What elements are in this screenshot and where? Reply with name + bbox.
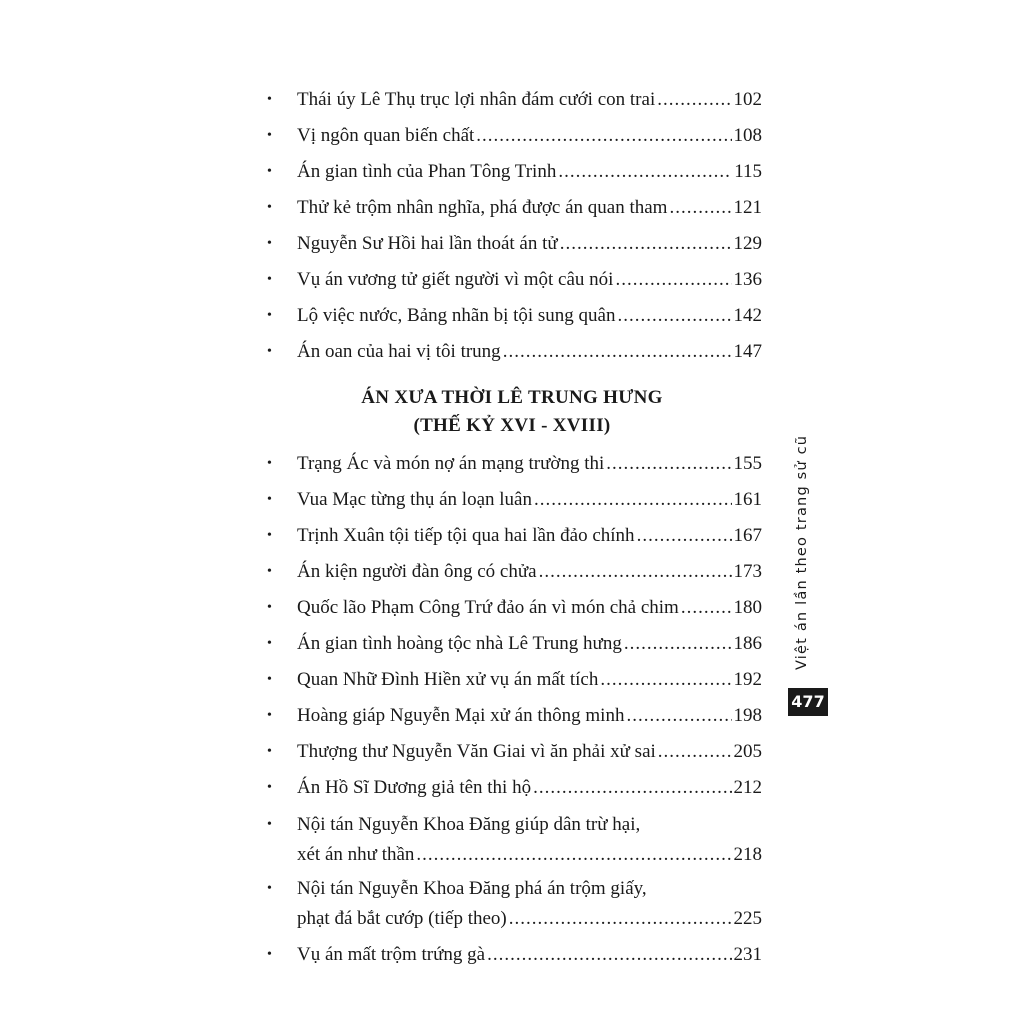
bullet: • <box>267 600 272 615</box>
toc-entry-page: 173 <box>733 561 762 582</box>
toc-entry <box>262 482 762 518</box>
toc-entry-title: Thái úy Lê Thụ trục lợi nhân đám cưới con trai <box>297 89 656 110</box>
toc-entry-page: 108 <box>733 125 762 146</box>
dot-leader <box>558 154 732 190</box>
toc-entry-page: 198 <box>733 705 762 726</box>
dot-leader <box>681 590 732 626</box>
toc-entry <box>262 190 762 226</box>
toc-entry <box>262 226 762 262</box>
toc-entry-page: 218 <box>733 844 762 865</box>
toc-entry-title: Án oan của hai vị tôi trung <box>297 341 501 362</box>
toc-entry-page: 192 <box>733 669 762 690</box>
bullet: • <box>267 708 272 723</box>
bullet: • <box>267 236 272 251</box>
toc-entry <box>262 334 762 370</box>
toc-entry <box>262 810 762 870</box>
table-of-contents <box>262 82 762 973</box>
toc-entry-title-line1: Nội tán Nguyễn Khoa Đăng giúp dân trừ hại, <box>297 814 641 835</box>
toc-entry <box>262 154 762 190</box>
toc-entry <box>262 590 762 626</box>
toc-entry <box>262 874 762 934</box>
toc-entry <box>262 698 762 734</box>
toc-entry-title-line2: phạt đá bắt cướp (tiếp theo) <box>297 908 507 929</box>
toc-entry-title: Án gian tình của Phan Tông Trinh <box>297 161 557 182</box>
bullet: • <box>267 92 272 107</box>
toc-entry <box>262 662 762 698</box>
bullet: • <box>267 200 272 215</box>
dot-leader <box>476 118 731 154</box>
toc-entry-title-line1: Nội tán Nguyễn Khoa Đăng phá án trộm giấy, <box>297 878 647 899</box>
toc-entry-title: Lộ việc nước, Bảng nhãn bị tội sung quân <box>297 305 616 326</box>
toc-entry-title: Trạng Ác và món nợ án mạng trường thi <box>297 453 605 474</box>
toc-entry-page: 161 <box>733 489 762 510</box>
bullet: • <box>267 672 272 687</box>
toc-entry-title: Án Hồ Sĩ Dương giả tên thi hộ <box>297 777 532 798</box>
bullet: • <box>267 744 272 759</box>
page-number-badge: 477 <box>788 688 828 716</box>
toc-entry <box>262 298 762 334</box>
bullet: • <box>267 308 272 323</box>
toc-entry-page: 155 <box>733 453 762 474</box>
book-title-vertical: Việt án lần theo trang sử cũ <box>794 434 810 670</box>
toc-entry-title: Quan Nhữ Đình Hiền xử vụ án mất tích <box>297 669 599 690</box>
toc-entry-title-line2: xét án như thần <box>297 844 415 865</box>
toc-entry-page: 180 <box>733 597 762 618</box>
toc-entry-page: 102 <box>733 89 762 110</box>
toc-entry <box>262 262 762 298</box>
toc-entry-title: Vụ án mất trộm trứng gà <box>297 944 486 965</box>
toc-entry-page: 167 <box>733 525 762 546</box>
toc-entry <box>262 626 762 662</box>
toc-entry-page: 121 <box>733 197 762 218</box>
bullet: • <box>267 344 272 359</box>
bullet: • <box>267 881 272 896</box>
bullet: • <box>267 636 272 651</box>
dot-leader <box>560 226 732 262</box>
toc-entry-page: 147 <box>733 341 762 362</box>
bullet: • <box>267 492 272 507</box>
dot-leader <box>606 446 731 482</box>
toc-entry-title: Quốc lão Phạm Công Trứ đảo án vì món chả chim <box>297 597 679 618</box>
bullet: • <box>267 817 272 832</box>
toc-entry-title: Án kiện người đàn ông có chửa <box>297 561 537 582</box>
bullet: • <box>267 164 272 179</box>
toc-entry-title: Trịnh Xuân tội tiếp tội qua hai lần đảo chính <box>297 525 635 546</box>
dot-leader <box>626 698 731 734</box>
toc-entry-title: Thử kẻ trộm nhân nghĩa, phá được án quan tham <box>297 197 668 218</box>
dot-leader <box>669 190 731 226</box>
toc-entry-title: Nguyễn Sư Hồi hai lần thoát án tử <box>297 233 558 254</box>
dot-leader <box>637 518 732 554</box>
bullet: • <box>267 456 272 471</box>
toc-entry-title: Vị ngôn quan biến chất <box>297 125 475 146</box>
section-heading-line2: (THẾ KỶ XVI - XVIII) <box>413 415 611 436</box>
toc-entry-page: 186 <box>733 633 762 654</box>
bullet: • <box>267 947 272 962</box>
toc-entry-page: 205 <box>733 741 762 762</box>
dot-leader <box>503 334 732 370</box>
dot-leader <box>624 626 732 662</box>
toc-entry <box>262 937 762 973</box>
toc-entry-page: 136 <box>733 269 762 290</box>
toc-entry-title: Vua Mạc từng thụ án loạn luân <box>297 489 532 510</box>
dot-leader <box>658 734 732 770</box>
bullet: • <box>267 780 272 795</box>
toc-entry-title: Án gian tình hoàng tộc nhà Lê Trung hưng <box>297 633 622 654</box>
toc-entry <box>262 554 762 590</box>
dot-leader <box>416 840 731 870</box>
dot-leader <box>617 298 731 334</box>
bullet: • <box>267 128 272 143</box>
toc-entry-title: Thượng thư Nguyễn Văn Giai vì ăn phải xử sai <box>297 741 656 762</box>
toc-entry <box>262 446 762 482</box>
toc-entry-page: 231 <box>733 944 762 965</box>
toc-entry <box>262 118 762 154</box>
toc-entry-page: 129 <box>733 233 762 254</box>
running-title <box>788 434 828 680</box>
toc-entry-page: 212 <box>733 777 762 798</box>
toc-entry-page: 225 <box>733 908 762 929</box>
dot-leader <box>533 770 731 806</box>
dot-leader <box>487 937 731 973</box>
toc-entry <box>262 518 762 554</box>
toc-entry-title: Vụ án vương tử giết người vì một câu nói <box>297 269 614 290</box>
toc-entry <box>262 770 762 806</box>
bullet: • <box>267 528 272 543</box>
toc-entry-page: 142 <box>733 305 762 326</box>
toc-entry-title: Hoàng giáp Nguyễn Mại xử án thông minh <box>297 705 625 726</box>
toc-entry <box>262 734 762 770</box>
dot-leader <box>615 262 731 298</box>
section-heading-line1: ÁN XƯA THỜI LÊ TRUNG HƯNG <box>361 387 663 408</box>
toc-entry-page: 115 <box>734 161 762 182</box>
bullet: • <box>267 272 272 287</box>
dot-leader <box>539 554 732 590</box>
dot-leader <box>509 904 732 934</box>
dot-leader <box>534 482 732 518</box>
section-heading <box>262 384 762 440</box>
dot-leader <box>657 82 731 118</box>
dot-leader <box>600 662 731 698</box>
toc-entry <box>262 82 762 118</box>
bullet: • <box>267 564 272 579</box>
